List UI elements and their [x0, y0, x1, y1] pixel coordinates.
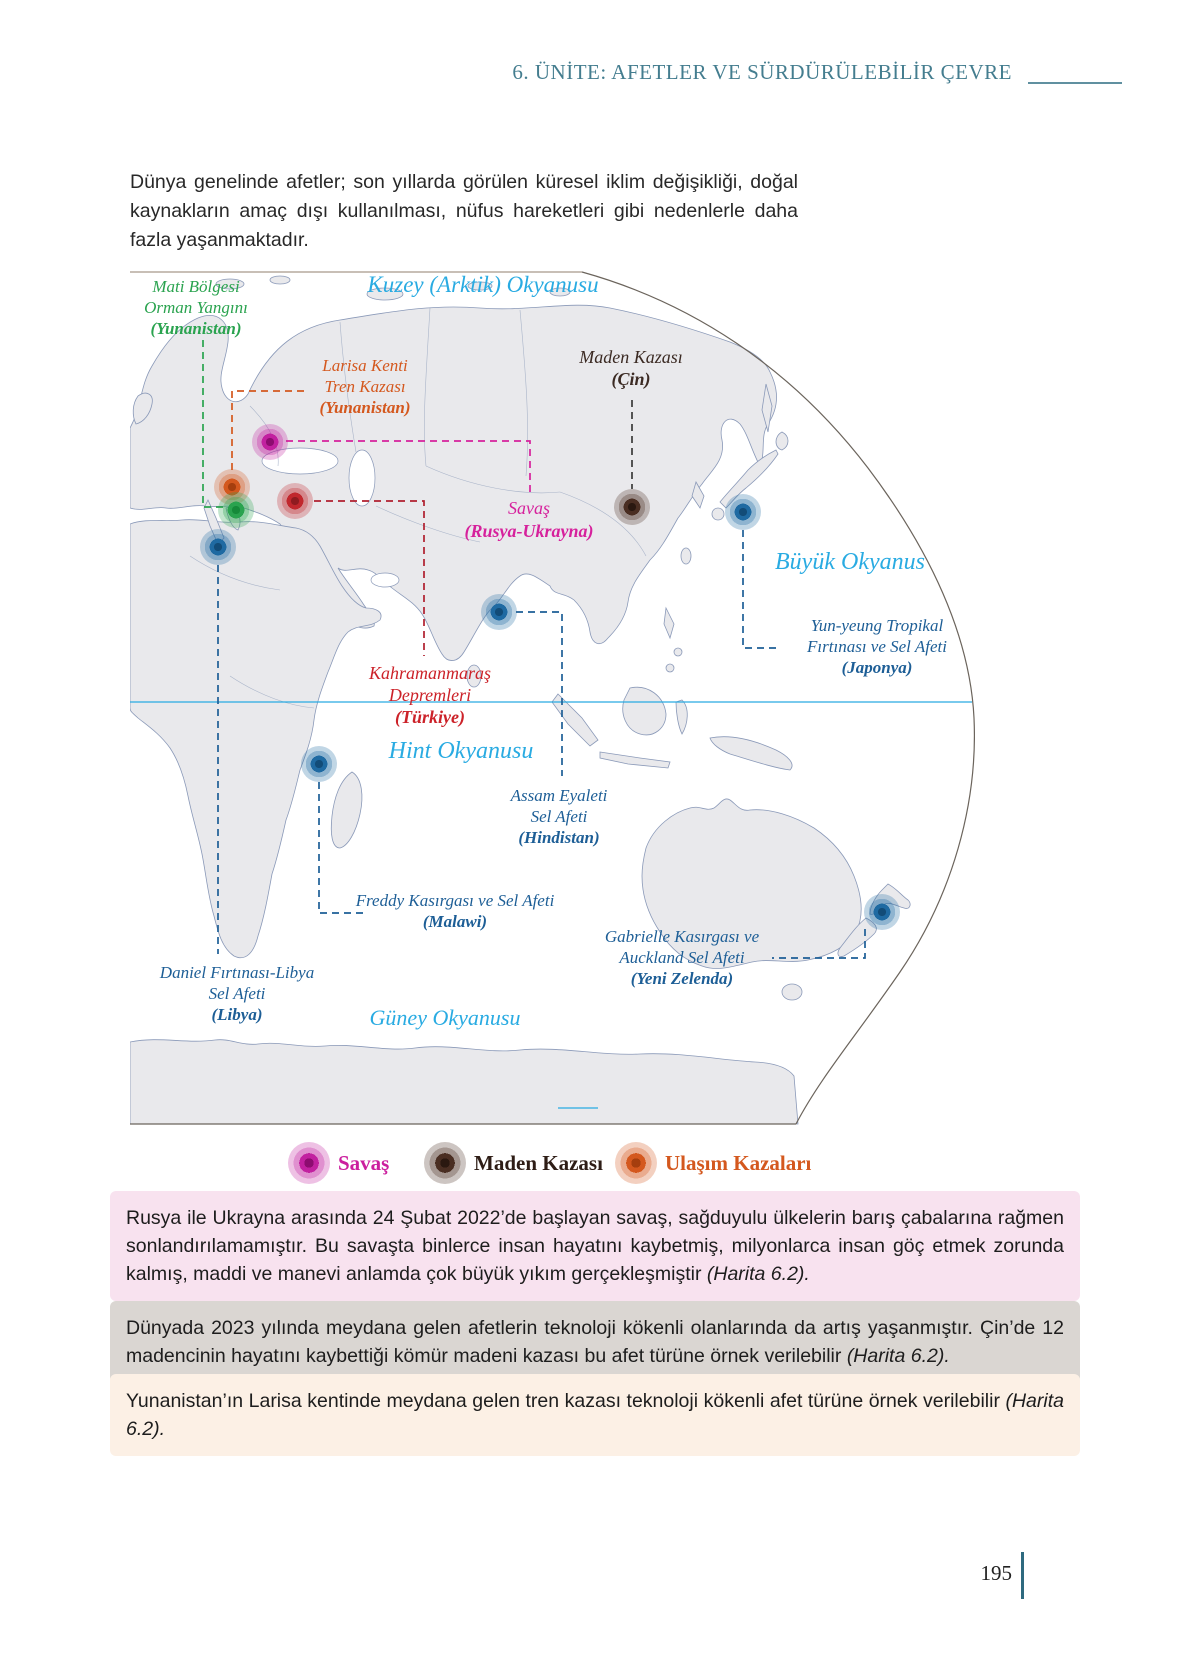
label-country: (Yeni Zelenda) — [630, 969, 734, 988]
map-label-mati-forest-fire — [144, 276, 248, 339]
harita-reference: (Harita 6.2). — [846, 1345, 950, 1367]
intro-paragraph: Dünya genelinde afetler; son yıllarda görülen küresel iklim değişikliği, doğal kaynakların amaç dışı kullanılması, nüfus hareketleri gibi nedenlerle daha fazla yaşanmaktadır. — [130, 171, 798, 251]
madagascar-island — [331, 772, 362, 848]
label-line: Sel Afeti — [530, 807, 588, 826]
war-marker-ukraine — [252, 424, 288, 460]
label-country: (Malawi) — [422, 912, 488, 931]
hokkaido-island — [776, 432, 788, 450]
taiwan-island — [681, 548, 691, 564]
harita-reference: (Harita 6.2). — [126, 1390, 1064, 1440]
arctic-island — [270, 276, 290, 284]
label-country: (Hindistan) — [518, 828, 600, 847]
paragraph-text: Dünyada 2023 yılında meydana gelen afetlerin teknoloji kökenli olanlarında da artış yaşanmıştır. Çin’de 12 madencinin hayatını kaybettiği kömür madeni kazası bu afet türüne örnek verilebilir — [126, 1317, 1064, 1367]
map-label-larisa-train-accident — [319, 355, 410, 418]
label-line: Assam Eyaleti — [510, 786, 608, 805]
map-label-gabrielle-cyclone-nz — [605, 926, 759, 989]
page-number-bar — [1021, 1552, 1024, 1599]
label-line: Kahramanmaraş — [368, 663, 492, 683]
ocean-label-pacific: Büyük Okyanus — [775, 549, 925, 575]
legend-label-transport-accidents: Ulaşım Kazaları — [665, 1150, 812, 1175]
label-country: (Çin) — [611, 369, 651, 389]
flood-marker-libya — [200, 529, 236, 565]
legend-label-war: Savaş — [338, 1150, 390, 1175]
war-marker-icon — [288, 1142, 330, 1184]
java-island — [600, 752, 670, 768]
kyushu-island — [712, 508, 724, 520]
label-line: Orman Yangını — [144, 298, 248, 317]
map-label-mine-accident-china — [579, 346, 683, 390]
paragraph-china-mine-accident — [110, 1301, 1080, 1383]
paragraph-text: Rusya ile Ukrayna arasında 24 Şubat 2022’de başlayan savaş, sağduyulu ülkelerin barış çabalarına rağmen sonlandırılamamıştır. Bu savaşta binlerce insan hayatını kaybetmiş, milyonlarca insan göç etmek zorunda kalmış, maddi ve manevi anlamda çok büyük yıkım gerçekleşmiştir — [126, 1207, 1064, 1285]
label-line: Fırtınası ve Sel Afeti — [807, 637, 947, 656]
label-line: Maden Kazası — [579, 347, 683, 367]
ocean-label-arctic: Kuzey (Arktik) Okyanusu — [367, 272, 599, 297]
transport-accident-marker-icon — [615, 1142, 657, 1184]
storm-marker-japan — [725, 494, 761, 530]
label-line: Depremleri — [388, 685, 472, 705]
mine-accident-marker-icon — [424, 1142, 466, 1184]
map-label-yunyeung-storm-japan — [807, 615, 947, 678]
philippines-island — [674, 648, 682, 656]
label-line: Mati Bölgesi — [152, 277, 240, 296]
label-country: (Yunanistan) — [319, 398, 411, 417]
mine-accident-marker-china — [614, 489, 650, 525]
forest-fire-marker-greece — [218, 492, 254, 528]
label-country: (Japonya) — [841, 658, 913, 677]
new-guinea-island — [710, 737, 792, 770]
legend-item-mine-accident — [424, 1142, 603, 1184]
header-rule — [1028, 82, 1122, 84]
leader-yunyeung — [743, 530, 781, 648]
earthquake-marker-turkey — [277, 483, 313, 519]
ocean-label-indian: Hint Okyanusu — [388, 738, 534, 764]
label-line: Savaş — [508, 498, 550, 518]
label-line: Sel Afeti — [208, 984, 266, 1003]
storm-marker-new-zealand — [864, 894, 900, 930]
label-line: Tren Kazası — [324, 377, 406, 396]
tasmania-island — [782, 984, 802, 1000]
label-country: (Türkiye) — [395, 707, 465, 727]
label-line: Yun-yeung Tropikal — [810, 616, 944, 635]
borneo-island — [623, 687, 666, 735]
label-country: (Libya) — [211, 1005, 263, 1024]
map-label-daniel-storm-libya — [160, 962, 314, 1025]
map-label-assam-flood-india — [511, 785, 608, 848]
label-country: (Yunanistan) — [150, 319, 242, 338]
label-line: Gabrielle Kasırgası ve — [604, 927, 760, 946]
legend-label-mine-accident: Maden Kazası — [474, 1150, 603, 1175]
antarctica-landmass — [130, 1040, 798, 1124]
map-label-kahramanmaras-earthquakes — [369, 662, 491, 728]
label-country: (Rusya-Ukrayna) — [464, 521, 594, 541]
map-label-war-russia-ukraine — [465, 497, 594, 543]
ocean-label-southern: Güney Okyanusu — [369, 1005, 521, 1030]
label-line: Freddy Kasırgası ve Sel Afeti — [355, 891, 555, 910]
philippines-island — [664, 608, 674, 638]
label-line: Larisa Kenti — [322, 356, 408, 375]
page-number: 195 — [980, 1561, 1012, 1585]
sulawesi-island — [676, 700, 687, 734]
map-label-freddy-cyclone-malawi — [356, 890, 555, 932]
legend-item-war — [288, 1142, 389, 1184]
paragraph-text: Yunanistan’ın Larisa kentinde meydana gelen tren kazası teknoloji kökenli afet türüne örnek verilebilir — [126, 1390, 1000, 1412]
persian-gulf — [371, 573, 399, 587]
label-line: Daniel Fırtınası-Libya — [159, 963, 315, 982]
caspian-sea — [349, 450, 375, 506]
paragraph-war-russia-ukraine — [110, 1191, 1080, 1301]
unit-header: 6. ÜNİTE: AFETLER VE SÜRDÜRÜLEBİLİR ÇEVRE — [512, 60, 1012, 84]
label-line: Auckland Sel Afeti — [619, 948, 745, 967]
philippines-island — [666, 664, 674, 672]
legend-item-transport-accidents — [615, 1142, 811, 1184]
harita-reference: (Harita 6.2). — [706, 1263, 810, 1285]
paragraph-larisa-train-accident — [110, 1374, 1080, 1456]
storm-marker-malawi — [301, 746, 337, 782]
flood-marker-india — [481, 594, 517, 630]
